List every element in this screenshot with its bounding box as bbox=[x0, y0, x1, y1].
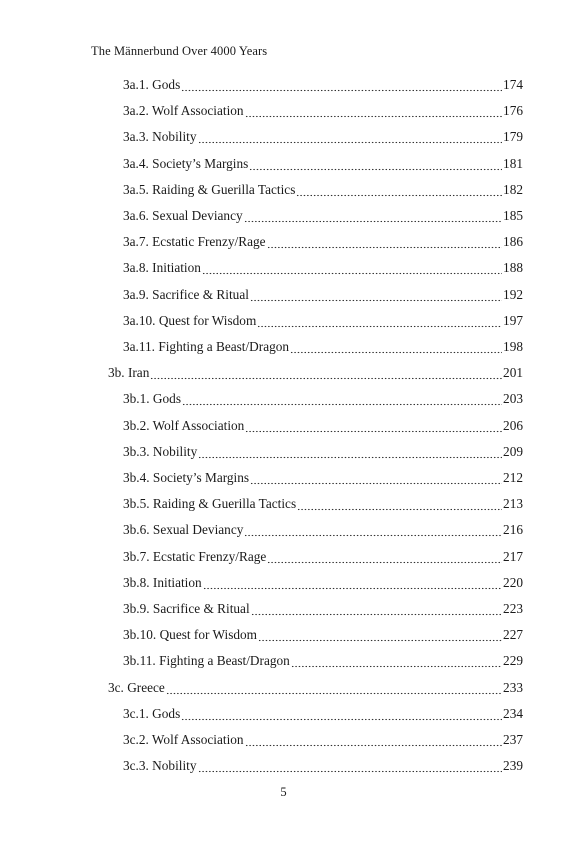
dot-leader bbox=[203, 577, 502, 591]
dot-leader bbox=[267, 551, 502, 565]
dot-leader bbox=[245, 420, 502, 434]
toc-entry[interactable] bbox=[123, 570, 523, 596]
toc-entry-title: 3a.9. Sacrifice & Ritual bbox=[123, 286, 249, 302]
toc-entry-title: 3c. Greece bbox=[108, 679, 165, 695]
toc-entry-page: 174 bbox=[503, 77, 523, 92]
dot-leader bbox=[244, 524, 502, 538]
toc-entry-title: 3b.10. Quest for Wisdom bbox=[123, 627, 258, 643]
dot-leader bbox=[296, 184, 502, 198]
dot-leader bbox=[150, 367, 502, 381]
toc-entry[interactable] bbox=[123, 177, 523, 203]
toc-entry-title: 3b.8. Initiation bbox=[123, 574, 202, 590]
dot-leader bbox=[198, 760, 503, 774]
toc-entry-page: 223 bbox=[503, 601, 523, 616]
toc-entry-title: 3a.11. Fighting a Beast/Dragon bbox=[123, 339, 290, 354]
dot-leader bbox=[290, 341, 502, 355]
toc-entry-page: 188 bbox=[503, 260, 523, 276]
toc-entry-page: 234 bbox=[503, 705, 523, 721]
toc-entry-page: 186 bbox=[503, 234, 523, 250]
toc-entry-title: 3a.5. Raiding & Guerilla Tactics bbox=[123, 181, 296, 197]
toc-entry-title: 3a.7. Ecstatic Frenzy/Rage bbox=[123, 234, 266, 250]
toc-entry-title: 3b.2. Wolf Association bbox=[123, 417, 245, 433]
toc-entry-page: 176 bbox=[503, 103, 523, 119]
toc-entry-page: 201 bbox=[503, 365, 523, 381]
dot-leader bbox=[267, 236, 503, 250]
dot-leader bbox=[198, 446, 502, 460]
running-header: The Männerbund Over 4000 Years bbox=[91, 44, 268, 58]
dot-leader bbox=[250, 472, 502, 486]
page-number: 5 bbox=[280, 785, 287, 799]
toc-entry-title: 3c.3. Nobility bbox=[123, 758, 197, 774]
toc-entry-title: 3a.3. Nobility bbox=[123, 129, 197, 145]
toc-entry-page: 181 bbox=[503, 155, 523, 171]
toc-entry-title: 3b.7. Ecstatic Frenzy/Rage bbox=[123, 548, 267, 564]
dot-leader bbox=[251, 603, 502, 617]
dot-leader bbox=[198, 131, 503, 145]
toc-entry-page: 220 bbox=[503, 574, 523, 590]
toc-entry-page: 239 bbox=[503, 758, 523, 774]
toc-entry-title: 3c.1. Gods bbox=[123, 705, 181, 721]
toc-entry-page: 213 bbox=[503, 496, 523, 512]
dot-leader bbox=[291, 655, 502, 669]
toc-entry[interactable] bbox=[123, 203, 523, 229]
toc-entry[interactable] bbox=[123, 648, 523, 674]
toc-entry[interactable] bbox=[123, 255, 523, 281]
toc-entry-title: 3a.1. Gods bbox=[123, 77, 181, 92]
dot-leader bbox=[245, 734, 502, 748]
toc-entry[interactable] bbox=[123, 596, 523, 622]
dot-leader bbox=[182, 393, 502, 407]
toc-entry-page: 227 bbox=[503, 627, 523, 643]
toc-entry-page: 198 bbox=[503, 339, 523, 354]
toc-entry[interactable] bbox=[123, 727, 523, 753]
toc-entry-title: 3a.2. Wolf Association bbox=[123, 103, 244, 119]
toc-entry-page: 185 bbox=[503, 208, 523, 223]
toc-entry-page: 203 bbox=[503, 391, 523, 407]
toc-entry[interactable] bbox=[123, 72, 523, 98]
toc-entry-page: 233 bbox=[503, 679, 523, 695]
toc-entry[interactable] bbox=[108, 675, 523, 701]
toc-entry-title: 3b.6. Sexual Deviancy bbox=[123, 522, 244, 538]
toc-entry[interactable] bbox=[123, 753, 523, 779]
toc-entry[interactable] bbox=[123, 151, 523, 177]
toc-entry[interactable] bbox=[123, 465, 523, 491]
toc-entry-page: 179 bbox=[503, 129, 523, 145]
dot-leader bbox=[181, 708, 502, 722]
dot-leader bbox=[244, 210, 502, 224]
toc-entry-page: 197 bbox=[503, 312, 523, 328]
toc-entry[interactable] bbox=[123, 622, 523, 648]
toc-entry-title: 3a.4. Society’s Margins bbox=[123, 155, 249, 171]
toc-entry-title: 3b.4. Society’s Margins bbox=[123, 470, 250, 485]
toc-entry-title: 3b.11. Fighting a Beast/Dragon bbox=[123, 653, 290, 669]
toc-entry[interactable] bbox=[123, 544, 523, 570]
toc-entry[interactable] bbox=[123, 701, 523, 727]
dot-leader bbox=[250, 289, 502, 303]
toc-entry-page: 229 bbox=[503, 653, 523, 669]
toc-entry-title: 3b.1. Gods bbox=[123, 391, 181, 407]
toc-entry[interactable] bbox=[123, 334, 523, 360]
dot-leader bbox=[257, 315, 502, 329]
toc-entry-page: 212 bbox=[503, 470, 523, 485]
dot-leader bbox=[202, 262, 502, 276]
dot-leader bbox=[297, 498, 502, 512]
dot-leader bbox=[245, 105, 502, 119]
toc-entry-page: 206 bbox=[503, 417, 523, 433]
toc-entry-page: 209 bbox=[503, 443, 523, 459]
toc-entry[interactable] bbox=[123, 439, 523, 465]
toc-entry-page: 192 bbox=[503, 286, 523, 302]
toc-entry-page: 216 bbox=[503, 522, 523, 538]
toc-entry[interactable] bbox=[123, 124, 523, 150]
toc-entry-title: 3b. Iran bbox=[108, 365, 150, 381]
toc-entry[interactable] bbox=[123, 282, 523, 308]
toc-entry[interactable] bbox=[123, 491, 523, 517]
toc-entry-page: 217 bbox=[503, 548, 523, 564]
toc-entry-title: 3b.9. Sacrifice & Ritual bbox=[123, 601, 250, 616]
toc-entry-title: 3b.5. Raiding & Guerilla Tactics bbox=[123, 496, 297, 512]
toc-entry[interactable] bbox=[123, 517, 523, 543]
toc-entry[interactable] bbox=[123, 98, 523, 124]
toc-entry[interactable] bbox=[108, 360, 523, 386]
dot-leader bbox=[181, 79, 502, 93]
dot-leader bbox=[166, 682, 502, 696]
toc-entry-title: 3a.6. Sexual Deviancy bbox=[123, 208, 243, 223]
toc-entry-page: 182 bbox=[503, 181, 523, 197]
dot-leader bbox=[258, 629, 502, 643]
toc-entry-title: 3a.10. Quest for Wisdom bbox=[123, 312, 257, 328]
toc-entry-title: 3a.8. Initiation bbox=[123, 260, 201, 276]
dot-leader bbox=[249, 158, 502, 172]
toc-entry[interactable] bbox=[123, 386, 523, 412]
toc-entry-title: 3c.2. Wolf Association bbox=[123, 732, 244, 747]
toc-entry[interactable] bbox=[123, 413, 523, 439]
toc-entry[interactable] bbox=[123, 229, 523, 255]
toc-entry-page: 237 bbox=[503, 732, 523, 747]
toc-entry[interactable] bbox=[123, 308, 523, 334]
toc-entry-title: 3b.3. Nobility bbox=[123, 443, 198, 459]
